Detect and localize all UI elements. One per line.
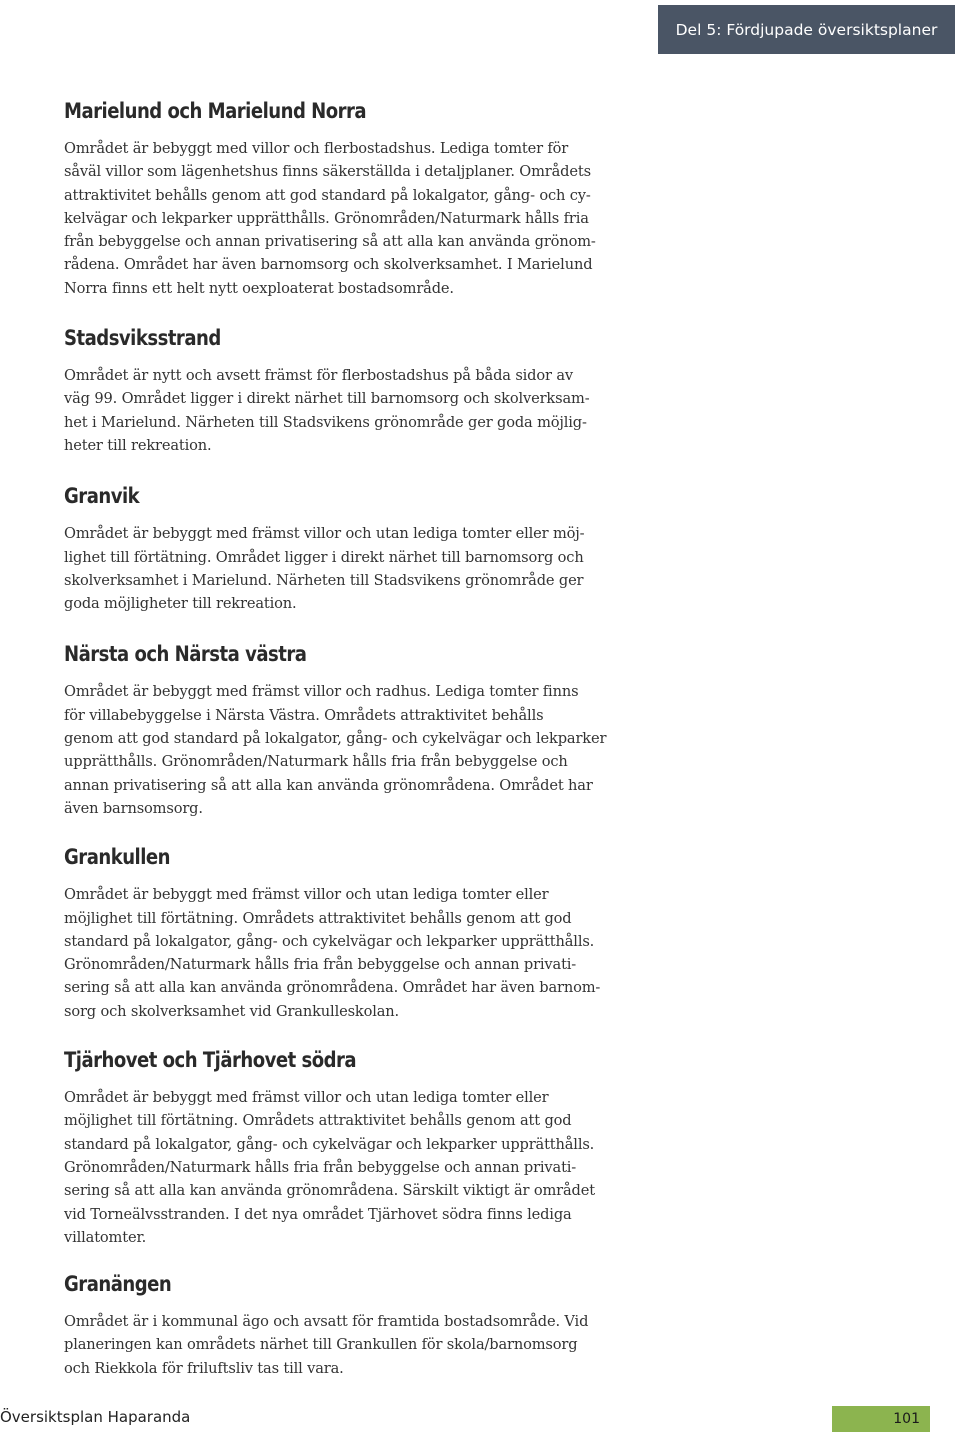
footer-document-title: Översiktsplan Haparanda: [0, 1408, 191, 1426]
section-body: Området är bebyggt med villor och flerbostadshus. Lediga tomter för såväl villor som lägenhetshus finns säkerställda i detaljplaner. Områdets attraktivitet behålls genom att god standard på lokalgator, gång- och cy- kelvägar och lekparker upprätthålls. Grönområden/Naturmark hålls fria från bebyggelse och annan privatisering så att alla kan använda grönom- rådena. Området har även barnomsorg och skolverksamhet. I Marielund Norra finns ett helt nytt oexploaterat bostadsområde.: [64, 140, 596, 297]
section-tjarhovet: [64, 1045, 624, 1249]
section-granangen: [64, 1269, 624, 1380]
section-body: Området är bebyggt med främst villor och radhus. Lediga tomter finns för villabebyggelse i Närsta Västra. Områdets attraktivitet behålls genom att god standard på lokalgator, gång- och cykelvägar och lekparker upprätthålls. Grönområden/Naturmark hålls fria från bebyggelse och annan privatisering så att alla kan använda grönområdena. Området har även barnsomsorg.: [64, 683, 607, 817]
section-body: Området är nytt och avsett främst för flerbostadshus på båda sidor av väg 99. Området ligger i direkt närhet till barnomsorg och skolverksam- het i Marielund. Närheten till Stadsvikens grönområde ger goda möjlig- heter till rekreation.: [64, 367, 590, 454]
section-title: Grankullen: [64, 845, 170, 870]
section-header-tab: [658, 5, 955, 54]
section-body: Området är bebyggt med främst villor och utan lediga tomter eller möjlighet till förtätning. Områdets attraktivitet behålls genom att god standard på lokalgator, gång- och cykelvägar och lekparker upprätthålls. Grönområden/Naturmark hålls fria från bebyggelse och annan privati- sering så att alla kan använda grönområdena. Särskilt viktigt är området vid Torneälvsstranden. I det nya området Tjärhovet södra finns lediga villatomter.: [64, 1089, 595, 1246]
section-body: Området är bebyggt med främst villor och utan lediga tomter eller möj- lighet till förtätning. Området ligger i direkt närhet till barnomsorg och skolverksamhet i Marielund. Närheten till Stadsvikens grönområde ger goda möjligheter till rekreation.: [64, 525, 585, 613]
section-narsta: [64, 639, 624, 820]
section-grankullen: [64, 842, 624, 1023]
section-body: Området är bebyggt med främst villor och utan lediga tomter eller möjlighet till förtätning. Områdets attraktivitet behålls genom att god standard på lokalgator, gång- och cykelvägar och lekparker upprätthålls. Grönområden/Naturmark hålls fria från bebyggelse och annan privati- sering så att alla kan använda grönområdena. Området har även barnom- sorg och skolverksamhet vid Grankulleskolan.: [64, 886, 601, 1020]
section-header-label: Del 5: Fördjupade översiktsplaner: [675, 20, 938, 39]
section-granvik: [64, 481, 624, 615]
section-marielund: [64, 96, 624, 300]
section-title: Tjärhovet och Tjärhovet södra: [64, 1048, 357, 1073]
page-number: 101: [893, 1411, 920, 1427]
page-content: [64, 96, 624, 1380]
section-title: Närsta och Närsta västra: [64, 642, 307, 667]
section-title: Granvik: [64, 484, 140, 509]
section-body: Området är i kommunal ägo och avsatt för framtida bostadsområde. Vid planeringen kan områdets närhet till Grankullen för skola/barnomsorg och Riekkola för friluftsliv tas till vara.: [64, 1313, 589, 1377]
section-title: Marielund och Marielund Norra: [64, 99, 367, 123]
section-title: Stadsviksstrand: [64, 326, 221, 351]
section-title: Granängen: [64, 1272, 172, 1297]
footer-page-number-badge: [832, 1406, 930, 1432]
section-stadsviksstrand: [64, 323, 624, 457]
